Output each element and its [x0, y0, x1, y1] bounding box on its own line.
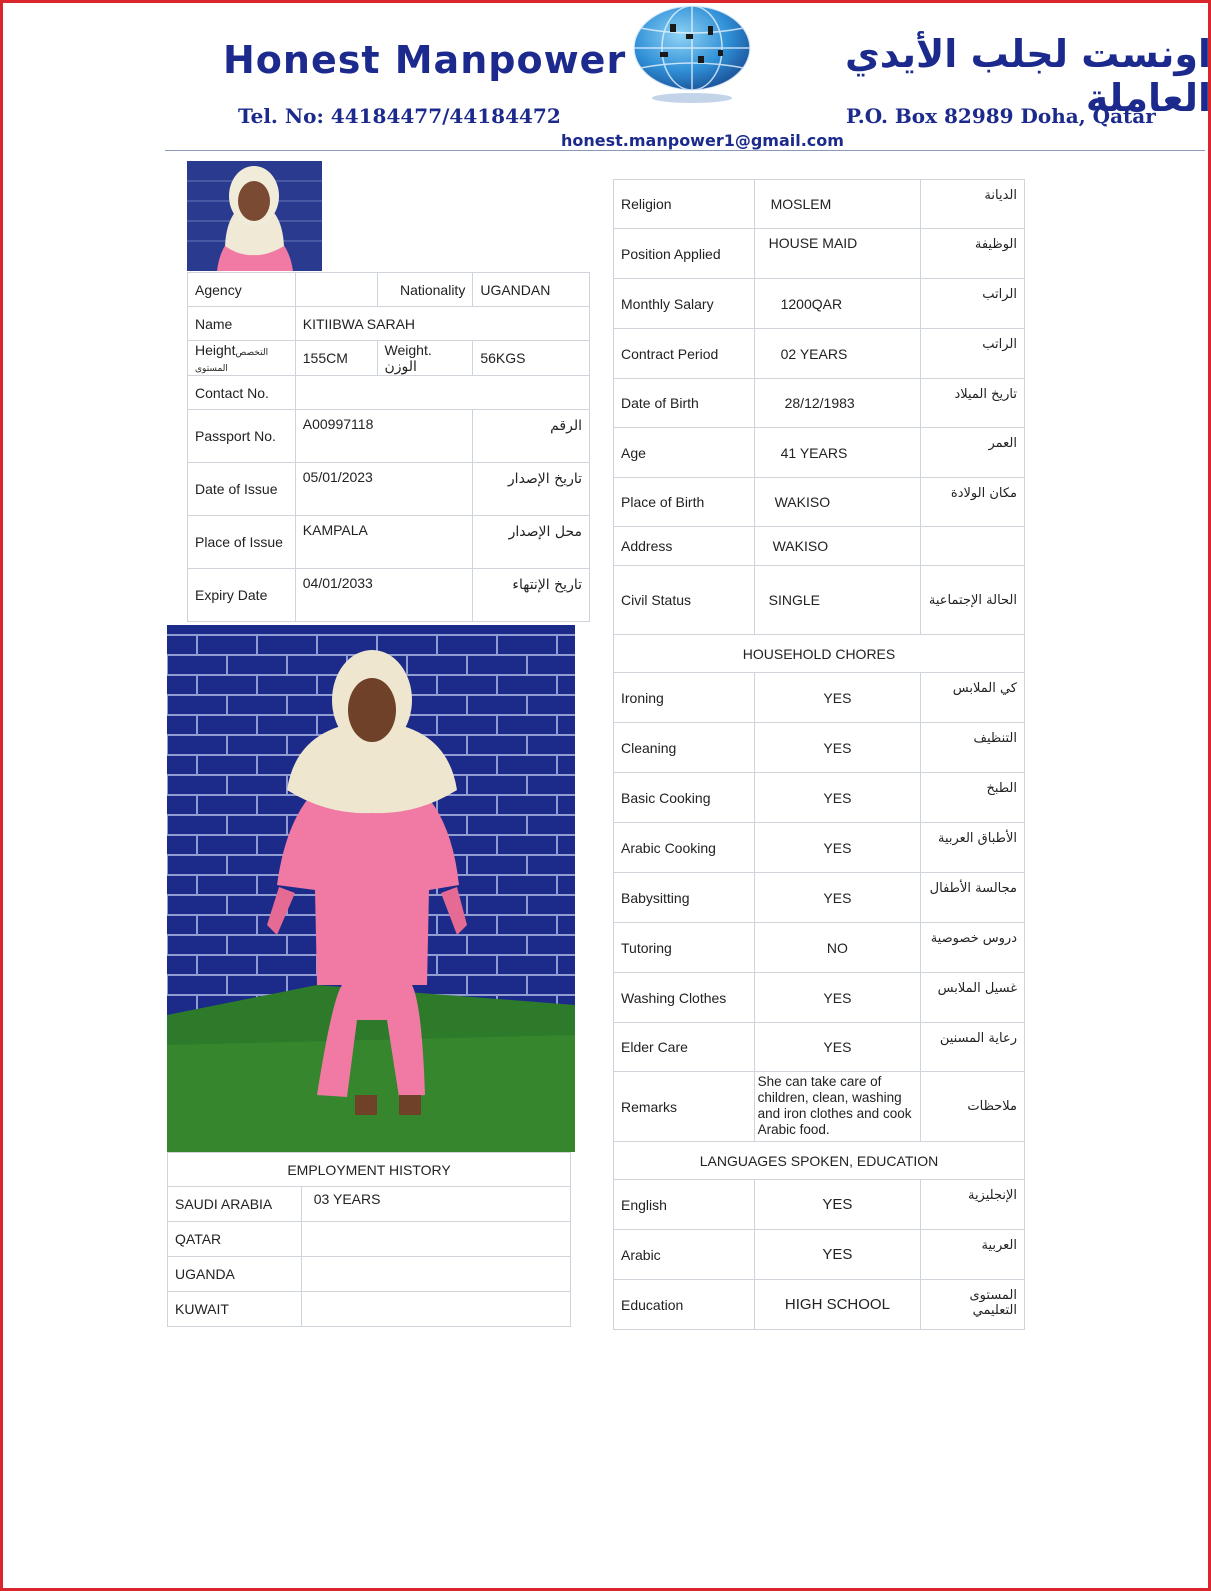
basic-cooking-arabic-label: الطبخ [921, 773, 1025, 823]
position-value: HOUSE MAID [754, 229, 921, 279]
agency-value [295, 273, 377, 307]
education-value: HIGH SCHOOL [754, 1280, 921, 1330]
civil-status-label: Civil Status [614, 566, 755, 635]
company-name-arabic: اونست لجلب الأيدي العاملة [844, 32, 1211, 120]
po-box: P.O. Box 82989 Doha, Qatar [846, 104, 1156, 128]
telephone: Tel. No: 44184477/44184472 [238, 104, 561, 128]
chore-row-basic-cooking [614, 773, 1025, 823]
weight-label: Weight. الوزن [377, 341, 473, 376]
salary-value: 1200QAR [754, 279, 921, 329]
issue-place-arabic-label: محل الإصدار [473, 516, 590, 569]
candidate-details-table [613, 179, 1025, 1330]
detail-row-civil-status [614, 566, 1025, 635]
address-value: WAKISO [754, 527, 921, 566]
ironing-label: Ironing [614, 673, 755, 723]
address-label: Address [614, 527, 755, 566]
chore-row-cleaning [614, 723, 1025, 773]
passport-value: A00997118 [295, 410, 473, 463]
age-value: 41 YEARS [754, 428, 921, 478]
employment-row [168, 1292, 571, 1327]
employment-period [301, 1222, 570, 1257]
address-arabic-label [921, 527, 1025, 566]
washing-label: Washing Clothes [614, 973, 755, 1023]
contract-value: 02 YEARS [754, 329, 921, 379]
globe-logo-icon [630, 4, 754, 104]
remarks-label: Remarks [614, 1072, 755, 1142]
washing-arabic-label: غسيل الملابس [921, 973, 1025, 1023]
height-label-cell [188, 341, 296, 376]
employment-country: QATAR [168, 1222, 302, 1257]
religion-value: MOSLEM [754, 180, 921, 229]
expiry-arabic-label: تاريخ الإنتهاء [473, 569, 590, 622]
nationality-value: UGANDAN [473, 273, 590, 307]
position-label: Position Applied [614, 229, 755, 279]
issue-place-value: KAMPALA [295, 516, 473, 569]
tutoring-value: NO [754, 923, 921, 973]
employment-country: UGANDA [168, 1257, 302, 1292]
detail-row-position [614, 229, 1025, 279]
detail-row-address [614, 527, 1025, 566]
cleaning-label: Cleaning [614, 723, 755, 773]
employment-row [168, 1187, 571, 1222]
salary-label: Monthly Salary [614, 279, 755, 329]
expiry-label: Expiry Date [188, 569, 296, 622]
cleaning-arabic-label: التنظيف [921, 723, 1025, 773]
passport-label: Passport No. [188, 410, 296, 463]
babysitting-value: YES [754, 873, 921, 923]
education-label: Education [614, 1280, 755, 1330]
height-label: Height [195, 342, 236, 358]
chore-row-tutoring [614, 923, 1025, 973]
height-arabic-label: التخصص المستوى [195, 348, 269, 374]
dob-label: Date of Birth [614, 379, 755, 428]
expiry-value: 04/01/2033 [295, 569, 473, 622]
language-row-arabic [614, 1230, 1025, 1280]
english-label: English [614, 1180, 755, 1230]
arabic-label: Arabic [614, 1230, 755, 1280]
babysitting-arabic-label: مجالسة الأطفال [921, 873, 1025, 923]
issue-place-label: Place of Issue [188, 516, 296, 569]
tutoring-arabic-label: دروس خصوصية [921, 923, 1025, 973]
salary-arabic-label: الراتب [921, 279, 1025, 329]
civil-status-arabic-label: الحالة الإجتماعية [921, 566, 1025, 635]
nationality-label: Nationality [377, 273, 473, 307]
age-arabic-label: العمر [921, 428, 1025, 478]
detail-row-contract [614, 329, 1025, 379]
chore-row-ironing [614, 673, 1025, 723]
passport-photo [187, 161, 322, 271]
employment-country: SAUDI ARABIA [168, 1187, 302, 1222]
name-value: KITIIBWA SARAH [295, 307, 589, 341]
position-arabic-label: الوظيفة [921, 229, 1025, 279]
chore-row-elder-care [614, 1023, 1025, 1072]
pob-arabic-label: مكان الولادة [921, 478, 1025, 527]
employment-history-table [167, 1152, 571, 1327]
education-arabic-label: المستوى التعليمي [921, 1280, 1025, 1330]
chore-row-babysitting [614, 873, 1025, 923]
contract-label: Contract Period [614, 329, 755, 379]
english-value: YES [754, 1180, 921, 1230]
pob-label: Place of Birth [614, 478, 755, 527]
employment-history-title: EMPLOYMENT HISTORY [168, 1153, 571, 1187]
remarks-arabic-label: ملاحظات [921, 1072, 1025, 1142]
religion-arabic-label: الديانة [921, 180, 1025, 229]
personal-info-table [187, 272, 590, 622]
pob-value: WAKISO [754, 478, 921, 527]
contact-value [295, 376, 589, 410]
detail-row-dob [614, 379, 1025, 428]
arabic-cooking-value: YES [754, 823, 921, 873]
chore-row-arabic-cooking [614, 823, 1025, 873]
company-name-english: Honest Manpower [223, 38, 627, 82]
education-row [614, 1280, 1025, 1330]
detail-row-salary [614, 279, 1025, 329]
elder-care-arabic-label: رعاية المسنين [921, 1023, 1025, 1072]
employment-period [301, 1292, 570, 1327]
dob-arabic-label: تاريخ الميلاد [921, 379, 1025, 428]
height-value: 155CM [295, 341, 377, 376]
passport-arabic-label: الرقم [473, 410, 590, 463]
elder-care-label: Elder Care [614, 1023, 755, 1072]
languages-education-title: LANGUAGES SPOKEN, EDUCATION [614, 1142, 1025, 1180]
language-row-english [614, 1180, 1025, 1230]
chore-row-washing [614, 973, 1025, 1023]
age-label: Age [614, 428, 755, 478]
elder-care-value: YES [754, 1023, 921, 1072]
arabic-value: YES [754, 1230, 921, 1280]
employment-country: KUWAIT [168, 1292, 302, 1327]
employment-row [168, 1257, 571, 1292]
employment-period: 03 YEARS [301, 1187, 570, 1222]
babysitting-label: Babysitting [614, 873, 755, 923]
arabic-arabic-label: العربية [921, 1230, 1025, 1280]
contract-arabic-label: الراتب [921, 329, 1025, 379]
issue-date-arabic-label: تاريخ الإصدار [473, 463, 590, 516]
contact-label: Contact No. [188, 376, 296, 410]
washing-value: YES [754, 973, 921, 1023]
issue-date-label: Date of Issue [188, 463, 296, 516]
agency-label: Agency [188, 273, 296, 307]
detail-row-religion [614, 180, 1025, 229]
email-address: honest.manpower1@gmail.com [561, 131, 844, 150]
civil-status-value: SINGLE [754, 566, 921, 635]
cleaning-value: YES [754, 723, 921, 773]
employment-period [301, 1257, 570, 1292]
remarks-row [614, 1072, 1025, 1142]
arabic-cooking-arabic-label: الأطباق العربية [921, 823, 1025, 873]
basic-cooking-value: YES [754, 773, 921, 823]
name-label: Name [188, 307, 296, 341]
full-body-photo [167, 625, 575, 1152]
ironing-arabic-label: كي الملابس [921, 673, 1025, 723]
issue-date-value: 05/01/2023 [295, 463, 473, 516]
ironing-value: YES [754, 673, 921, 723]
religion-label: Religion [614, 180, 755, 229]
household-chores-title: HOUSEHOLD CHORES [614, 635, 1025, 673]
weight-value: 56KGS [473, 341, 590, 376]
detail-row-pob [614, 478, 1025, 527]
dob-value: 28/12/1983 [754, 379, 921, 428]
arabic-cooking-label: Arabic Cooking [614, 823, 755, 873]
english-arabic-label: الإنجليزية [921, 1180, 1025, 1230]
tutoring-label: Tutoring [614, 923, 755, 973]
basic-cooking-label: Basic Cooking [614, 773, 755, 823]
header-divider [165, 150, 1205, 151]
detail-row-age [614, 428, 1025, 478]
employment-row [168, 1222, 571, 1257]
remarks-value: She can take care of children, clean, washing and iron clothes and cook Arabic food. [754, 1072, 921, 1142]
